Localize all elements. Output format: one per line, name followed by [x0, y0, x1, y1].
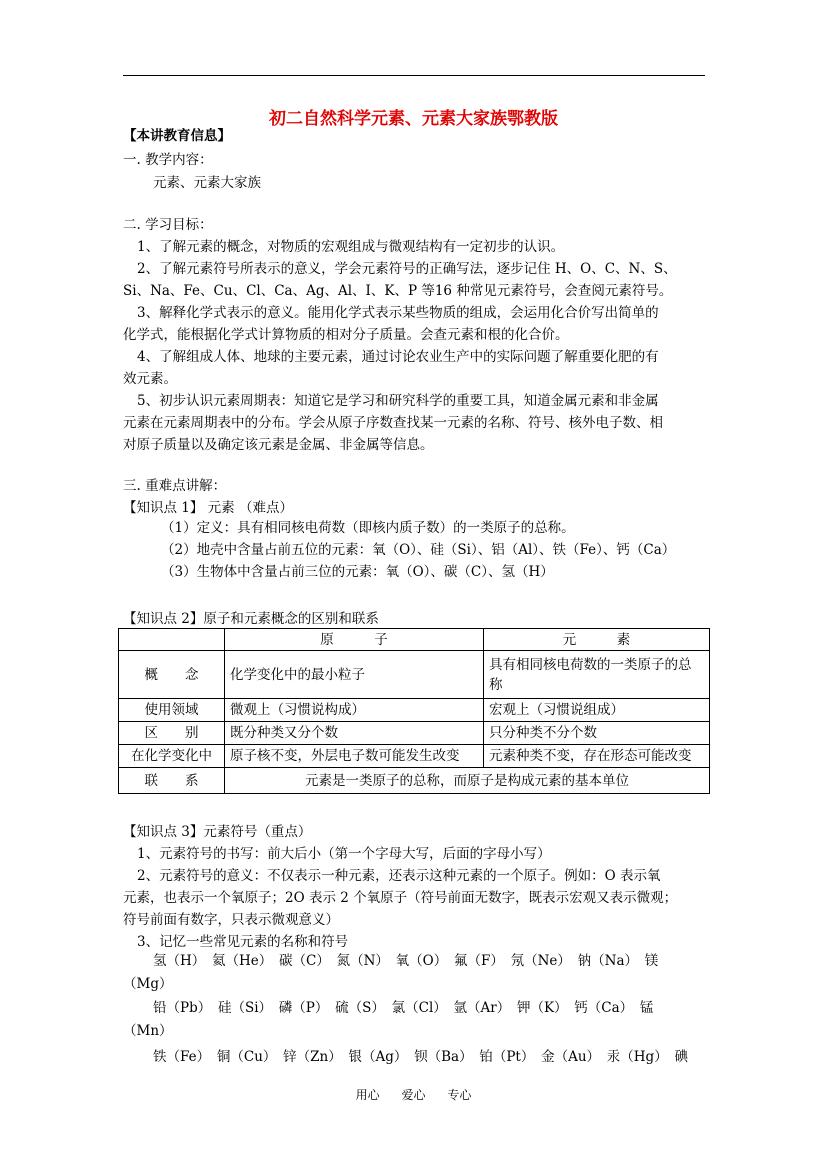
- objective-line: 对原子质量以及确定该元素是金属、非金属等信息。: [123, 437, 434, 453]
- element-list-line: 氢（H） 氦（He） 碳（C） 氮（N） 氧（O） 氟（F） 氖（Ne） 钠（Na） 镁: [153, 953, 659, 969]
- element-list-line: （Mg）: [123, 976, 173, 992]
- kp1-line: （3）生物体中含量占前三位的元素：氧（O）、碳（C）、氢（H）: [161, 564, 554, 580]
- table-row: [119, 745, 710, 768]
- row-label: 联 系: [119, 768, 225, 794]
- element-list-line: （Mn）: [123, 1023, 173, 1039]
- row-label: 区 别: [119, 722, 225, 745]
- table-cell: 微观上（习惯说构成）: [225, 699, 484, 722]
- header-rule: [123, 75, 705, 76]
- page-footer: [0, 1086, 827, 1103]
- footer-text: 用心: [355, 1088, 380, 1102]
- table-cell: 原子核不变，外层电子数可能发生改变: [225, 745, 484, 768]
- row-label: 概 念: [119, 651, 225, 699]
- table-cell: 宏观上（习惯说组成）: [484, 699, 710, 722]
- element-list-line: 铁（Fe） 铜（Cu） 锌（Zn） 银（Ag） 钡（Ba） 铂（Pt） 金（Au） 汞（Hg） 碘: [153, 1049, 688, 1065]
- objective-line: 4、了解组成人体、地球的主要元素，通过讨论农业生产中的实际问题了解重要化肥的有: [137, 349, 659, 365]
- objective-line: Si、Na、Fe、Cu、Cl、Ca、Ag、Al、I、K、P 等16 种常见元素符号，会查阅元素符号。: [123, 283, 673, 299]
- objective-line: 2、了解元素符号所表示的意义，学会元素符号的正确写法，逐步记住 H、O、C、N、S、: [137, 261, 677, 277]
- row-label: 使用领域: [119, 699, 225, 722]
- table-cell: 元素种类不变，存在形态可能改变: [484, 745, 710, 768]
- kp3-line: 符号前面有数字，只表示微观意义）: [123, 912, 339, 928]
- footer-text: 爱心: [401, 1088, 426, 1102]
- objective-line: 1、了解元素的概念，对物质的宏观组成与微观结构有一定初步的认识。: [137, 239, 565, 255]
- document-title: 初二自然科学元素、元素大家族鄂教版: [269, 109, 558, 129]
- table-header-row: [119, 629, 710, 651]
- objective-line: 3、解释化学式表示的意义。能用化学式表示某些物质的组成，会运用化合价写出简单的: [137, 305, 659, 321]
- row-label: 在化学变化中: [119, 745, 225, 768]
- table-row: [119, 699, 710, 722]
- table-cell: 具有相同核电荷数的一类原子的总称: [484, 651, 710, 699]
- kp3-line: 3、记忆一些常见元素的名称和符号: [137, 934, 349, 950]
- atom-element-comparison-table: [118, 628, 710, 794]
- kp1-line: （1）定义：具有相同核电荷数（即核内质子数）的一类原子的总称。: [161, 520, 575, 536]
- table-cell: 化学变化中的最小粒子: [225, 651, 484, 699]
- section-info-heading: 【本讲教育信息】: [123, 128, 231, 144]
- table-header-element: 元 素: [484, 629, 710, 651]
- section-1-heading: 一. 教学内容：: [123, 152, 213, 168]
- objective-line: 效元素。: [123, 371, 177, 387]
- objective-line: 5、初步认识元素周期表：知道它是学习和研究科学的重要工具，知道金属元素和非金属: [137, 393, 659, 409]
- table-cell: 元素是一类原子的总称，而原子是构成元素的基本单位: [225, 768, 710, 794]
- kp3-line: 元素，也表示一个氧原子；2O 表示 2 个氧原子（符号前面无数字，既表示宏观又表示微观；: [123, 890, 678, 906]
- knowledge-point-2-title: 【知识点 2】原子和元素概念的区别和联系: [123, 611, 379, 627]
- section-1-content: 元素、元素大家族: [153, 175, 261, 191]
- objective-line: 元素在元素周期表中的分布。学会从原子序数查找某一元素的名称、符号、核外电子数、相: [123, 415, 663, 431]
- knowledge-point-3-title: 【知识点 3】元素符号（重点）: [123, 824, 312, 840]
- table-cell: 只分种类不分个数: [484, 722, 710, 745]
- table-cell: 既分种类又分个数: [225, 722, 484, 745]
- kp3-line: 1、元素符号的书写：前大后小（第一个字母大写，后面的字母小写）: [137, 846, 551, 862]
- table-cell: [119, 629, 225, 651]
- kp1-line: （2）地壳中含量占前五位的元素：氧（O）、硅（Si）、铝（Al）、铁（Fe）、钙（Ca）: [161, 542, 676, 558]
- kp3-line: 2、元素符号的意义：不仅表示一种元素，还表示这种元素的一个原子。例如：O 表示氧: [137, 868, 661, 884]
- element-list-line: 铅（Pb） 硅（Si） 磷（P） 硫（S） 氯（Cl） 氩（Ar） 钾（K） 钙（Ca） 锰: [153, 1000, 654, 1016]
- footer-text: 专心: [447, 1088, 472, 1102]
- table-row: [119, 768, 710, 794]
- objective-line: 化学式，能根据化学式计算物质的相对分子质量。会查元素和根的化合价。: [123, 327, 569, 343]
- knowledge-point-1-title: 【知识点 1】 元素 （难点）: [123, 500, 293, 516]
- table-header-atom: 原 子: [225, 629, 484, 651]
- table-row: [119, 651, 710, 699]
- section-3-heading: 三. 重难点讲解：: [123, 478, 227, 494]
- table-row: [119, 722, 710, 745]
- section-2-heading: 二. 学习目标：: [123, 217, 213, 233]
